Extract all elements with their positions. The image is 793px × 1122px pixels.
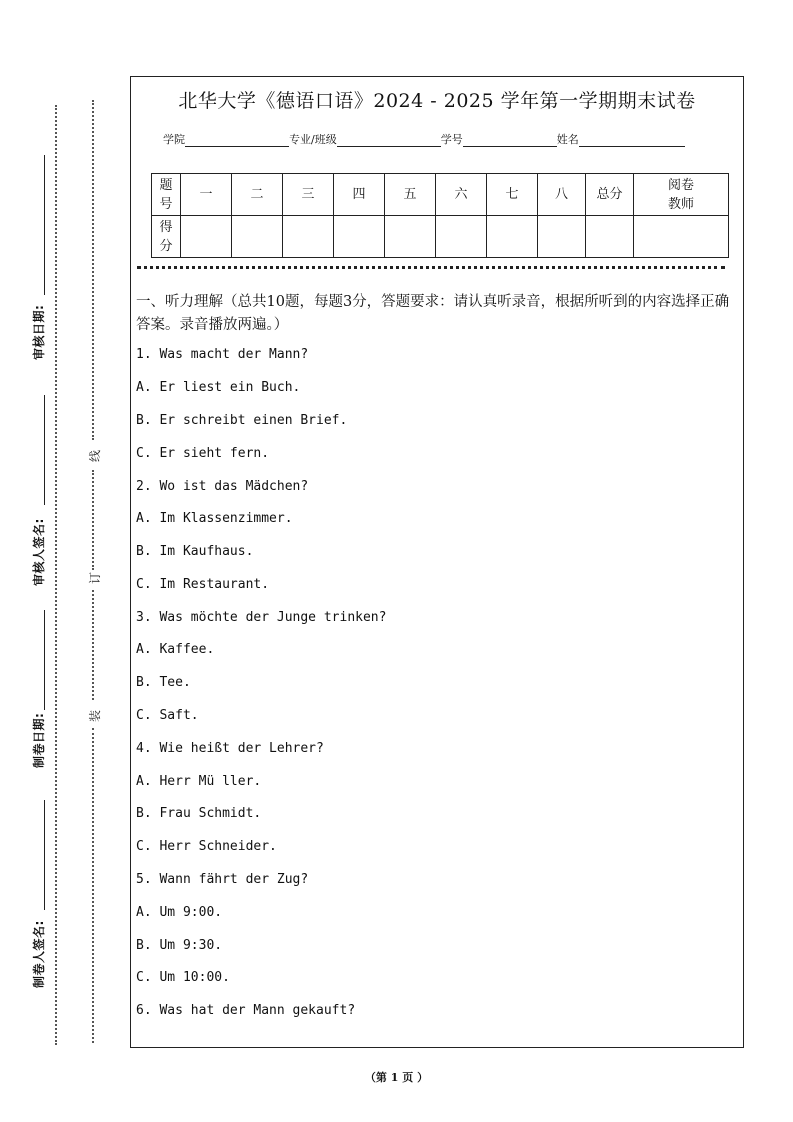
score-header-7: 七: [487, 174, 538, 216]
question-line: 3. Was möchte der Junge trinken?: [136, 610, 387, 625]
review-date-line: [44, 155, 45, 295]
binding-dotted-line-2: [92, 470, 94, 570]
score-header-6: 六: [436, 174, 487, 216]
paper-maker-signature-line: [44, 800, 45, 910]
name-label: 姓名: [556, 133, 579, 146]
paper-date-label: 制卷日期:: [32, 712, 46, 768]
college-field[interactable]: [185, 132, 289, 147]
cut-dotted-line: [55, 105, 57, 1045]
question-line: C. Saft.: [136, 708, 199, 723]
score-header-3: 三: [283, 174, 334, 216]
student-id-field[interactable]: [463, 132, 557, 147]
score-cell-6[interactable]: [436, 216, 487, 258]
question-line: 2. Wo ist das Mädchen?: [136, 479, 309, 494]
score-table-score-row: [152, 216, 729, 258]
question-line: A. Um 9:00.: [136, 905, 223, 920]
score-cell-grader[interactable]: [634, 216, 729, 258]
review-date-label: 审核日期:: [32, 304, 46, 360]
student-info-line: [163, 131, 685, 147]
binding-dotted-line-4: [92, 728, 94, 1043]
major-label: 专业/班级: [289, 133, 337, 146]
question-line: 4. Wie heißt der Lehrer?: [136, 741, 324, 756]
binding-dotted-line-3: [92, 590, 94, 700]
reviewer-signature-label: 审核人签名:: [32, 518, 46, 586]
score-table-header-row: [152, 174, 729, 216]
score-table: [151, 173, 729, 258]
bind-char-line: 线: [88, 449, 102, 462]
score-header-5: 五: [385, 174, 436, 216]
page-number: （第 1 页 ）: [364, 1071, 429, 1084]
major-field[interactable]: [337, 132, 441, 147]
score-cell-1[interactable]: [181, 216, 232, 258]
question-line: B. Frau Schmidt.: [136, 806, 262, 821]
bind-char-bind: 装: [88, 709, 102, 722]
question-line: C. Im Restaurant.: [136, 577, 270, 592]
score-cell-8[interactable]: [538, 216, 586, 258]
score-header-2: 二: [232, 174, 283, 216]
score-header-total: 总分: [586, 174, 634, 216]
score-cell-total[interactable]: [586, 216, 634, 258]
score-header-1: 一: [181, 174, 232, 216]
binding-dotted-line-1: [92, 100, 94, 440]
paper-date-line: [44, 610, 45, 710]
college-label: 学院: [163, 133, 185, 146]
score-cell-7[interactable]: [487, 216, 538, 258]
section-heading: 一、听力理解（总共10题，每题3分，答题要求：请认真听录音，根据所听到的内容选择正确答案。录音播放两遍。）: [136, 294, 730, 333]
paper-maker-signature-label: 制卷人签名:: [32, 920, 46, 988]
question-line: B. Im Kaufhaus.: [136, 544, 254, 559]
name-field[interactable]: [579, 132, 685, 147]
score-cell-2[interactable]: [232, 216, 283, 258]
question-line: C. Herr Schneider.: [136, 839, 277, 854]
question-line: A. Herr Mü ller.: [136, 774, 262, 789]
exam-title: 北华大学《德语口语》2024 - 2025 学年第一学期期末试卷: [178, 90, 696, 112]
reviewer-signature-line: [44, 395, 45, 505]
section-divider: [137, 266, 725, 269]
question-line: C. Er sieht fern.: [136, 446, 270, 461]
score-header-grader: 阅卷 教师: [634, 174, 729, 216]
question-line: B. Um 9:30.: [136, 938, 223, 953]
question-line: A. Er liest ein Buch.: [136, 380, 301, 395]
score-header-8: 八: [538, 174, 586, 216]
student-id-label: 学号: [440, 133, 463, 146]
score-header-question-no: 题 号: [152, 174, 181, 216]
score-cell-5[interactable]: [385, 216, 436, 258]
question-line: B. Er schreibt einen Brief.: [136, 413, 348, 428]
bind-char-staple: 订: [88, 571, 102, 584]
score-cell-4[interactable]: [334, 216, 385, 258]
question-line: A. Im Klassenzimmer.: [136, 511, 293, 526]
score-row-label: 得 分: [152, 216, 181, 258]
score-cell-3[interactable]: [283, 216, 334, 258]
question-line: C. Um 10:00.: [136, 970, 230, 985]
question-line: 6. Was hat der Mann gekauft?: [136, 1003, 356, 1018]
question-line: A. Kaffee.: [136, 642, 215, 657]
question-line: 1. Was macht der Mann?: [136, 347, 309, 362]
question-line: B. Tee.: [136, 675, 191, 690]
question-line: 5. Wann fährt der Zug?: [136, 872, 309, 887]
score-header-4: 四: [334, 174, 385, 216]
